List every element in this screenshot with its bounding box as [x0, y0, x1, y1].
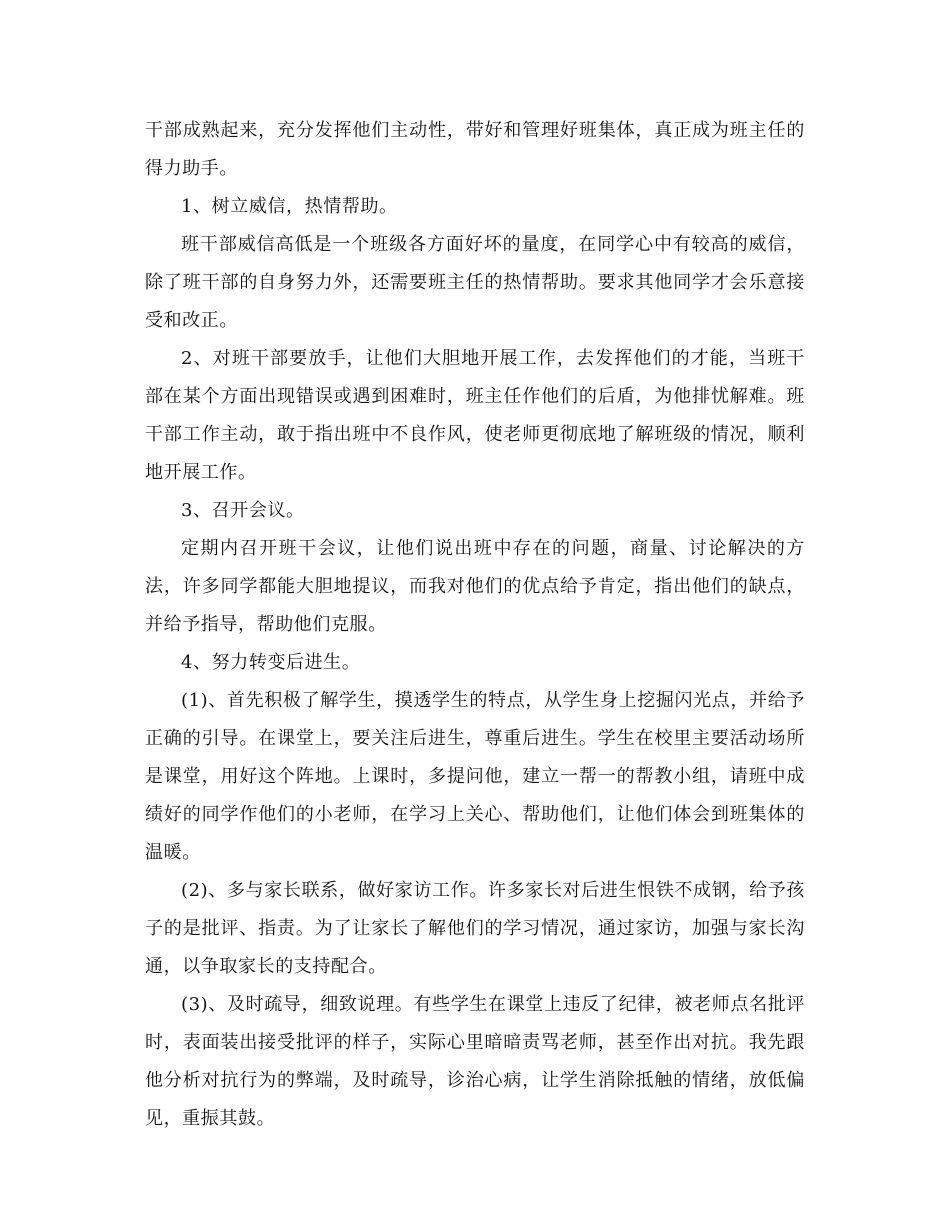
document-body: [145, 112, 805, 1138]
paragraph-heading-1: 1、树立威信，热情帮助。: [181, 196, 398, 217]
paragraph-meetings: 定期内召开班干会议，让他们说出班中存在的问题，商量、讨论解决的方法，许多同学都能大胆地提议，而我对他们的优点给予肯定，指出他们的缺点，并给予指导，帮助他们克服。: [145, 538, 805, 635]
paragraph-heading-4: 4、努力转变后进生。: [181, 652, 361, 673]
paragraph-heading-3: 3、召开会议。: [181, 500, 305, 521]
paragraph-item-2: (2)、多与家长联系，做好家访工作。许多家长对后进生恨铁不成钢，给予孩子的是批评、指责。为了让家长了解他们的学习情况，通过家访，加强与家长沟通，以争取家长的支持配合。: [145, 880, 805, 977]
paragraph-prestige: 班干部威信高低是一个班级各方面好坏的量度，在同学心中有较高的威信，除了班干部的自身努力外，还需要班主任的热情帮助。要求其他同学才会乐意接受和改正。: [145, 234, 805, 331]
paragraph-continuation: 干部成熟起来，充分发挥他们主动性，带好和管理好班集体，真正成为班主任的得力助手。: [145, 120, 805, 179]
paragraph-heading-2: 2、对班干部要放手，让他们大胆地开展工作，去发挥他们的才能，当班干部在某个方面出现错误或遇到困难时，班主任作他们的后盾，为他排忧解难。班干部工作主动，敢于指出班中不良作风，使老师更彻底地了解班级的情况，顺利地开展工作。: [145, 348, 805, 483]
paragraph-item-3: (3)、及时疏导，细致说理。有些学生在课堂上违反了纪律，被老师点名批评时，表面装出接受批评的样子，实际心里暗暗责骂老师，甚至作出对抗。我先跟他分析对抗行为的弊端，及时疏导，诊治心病，让学生消除抵触的情绪，放低偏见，重振其鼓。: [145, 994, 805, 1129]
paragraph-item-1: (1)、首先积极了解学生，摸透学生的特点，从学生身上挖掘闪光点，并给予正确的引导。在课堂上，要关注后进生，尊重后进生。学生在校里主要活动场所是课堂，用好这个阵地。上课时，多提问他，建立一帮一的帮教小组，请班中成绩好的同学作他们的小老师，在学习上关心、帮助他们，让他们体会到班集体的温暖。: [145, 690, 805, 863]
